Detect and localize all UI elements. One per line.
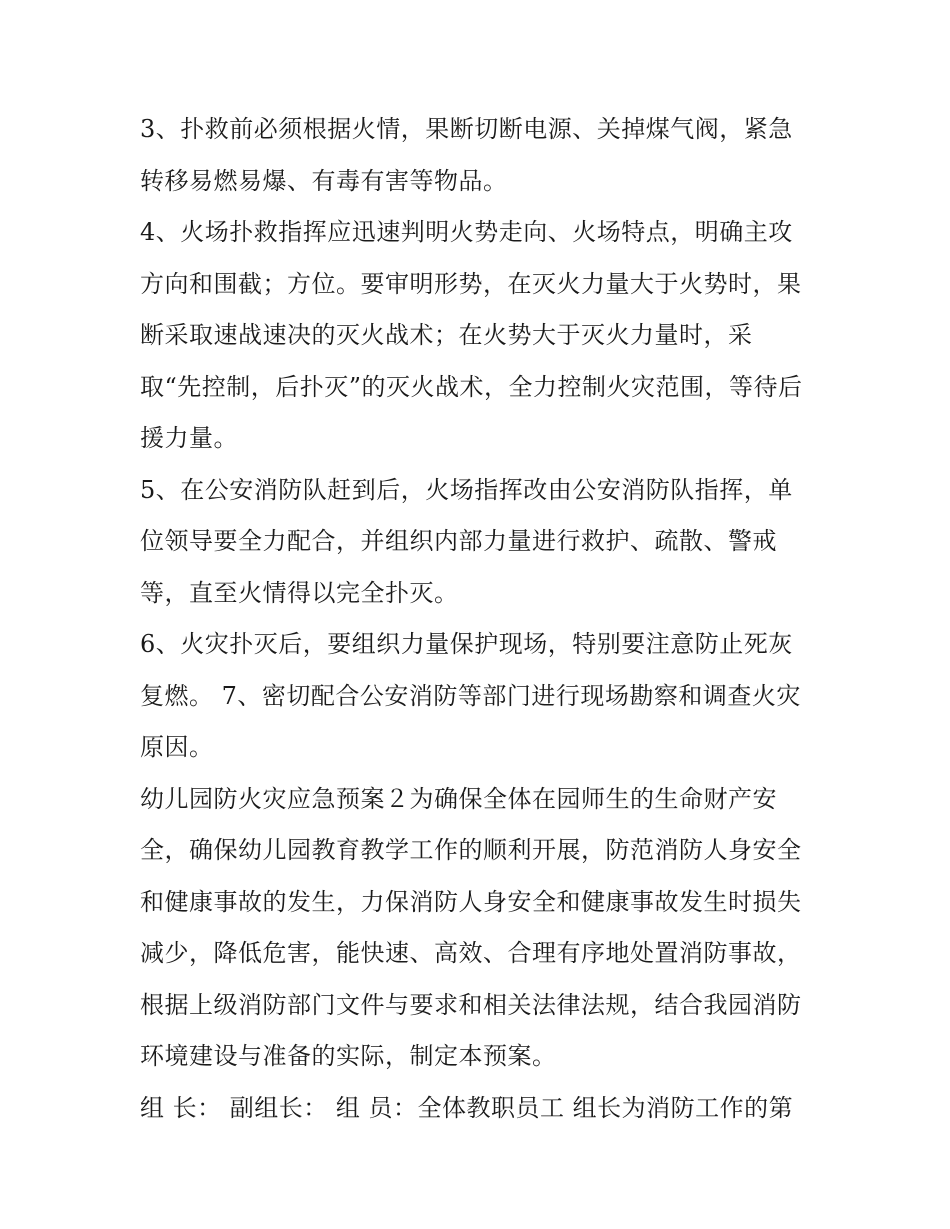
- text-line: 根据上级消防部门文件与要求和相关法律法规，结合我园消防: [140, 990, 802, 1019]
- text-line: 3、扑救前必须根据火情，果断切断电源、关掉煤气阀，紧急: [140, 115, 793, 143]
- text-line: 援力量。: [140, 424, 238, 452]
- document-body: [140, 104, 830, 1134]
- text-line: 位领导要全力配合，并组织内部力量进行救护、疏散、警戒: [140, 527, 777, 555]
- text-line: 和健康事故的发生，力保消防人身安全和健康事故发生时损失: [140, 887, 802, 916]
- text-line: 复燃。 7、密切配合公安消防等部门进行现场勘察和调查火灾: [140, 681, 801, 710]
- text-line: 组 长： 副组长： 组 员：全体教职员工 组长为消防工作的第: [140, 1093, 794, 1122]
- text-line: 全，确保幼儿园教育教学工作的顺利开展，防范消防人身安全: [140, 836, 802, 864]
- text-line: 取“先控制，后扑灭”的灭火战术，全力控制火灾范围，等待后: [140, 372, 803, 401]
- text-line: 断采取速战速决的灭火战术；在火势大于灭火力量时，采: [140, 321, 753, 349]
- text-line: 6、火灾扑灭后，要组织力量保护现场，特别要注意防止死灰: [140, 630, 793, 658]
- text-line: 等，直至火情得以完全扑灭。: [140, 578, 459, 607]
- text-line: 5、在公安消防队赶到后，火场指挥改由公安消防队指挥，单: [140, 475, 793, 504]
- text-line: 减少，降低危害，能快速、高效、合理有序地处置消防事故，: [140, 939, 802, 967]
- text-line: 方向和围截；方位。要审明形势，在灭火力量大于火势时，果: [140, 269, 802, 298]
- text-line: 原因。: [140, 733, 214, 761]
- text-line: 4、火场扑救指挥应迅速判明火势走向、火场特点，明确主攻: [140, 218, 793, 246]
- text-line: 转移易燃易爆、有毒有害等物品。: [140, 166, 508, 195]
- text-line: 幼儿园防火灾应急预案２为确保全体在园师生的生命财产安: [140, 784, 777, 813]
- text-line: 环境建设与准备的实际，制定本预案。: [140, 1042, 557, 1070]
